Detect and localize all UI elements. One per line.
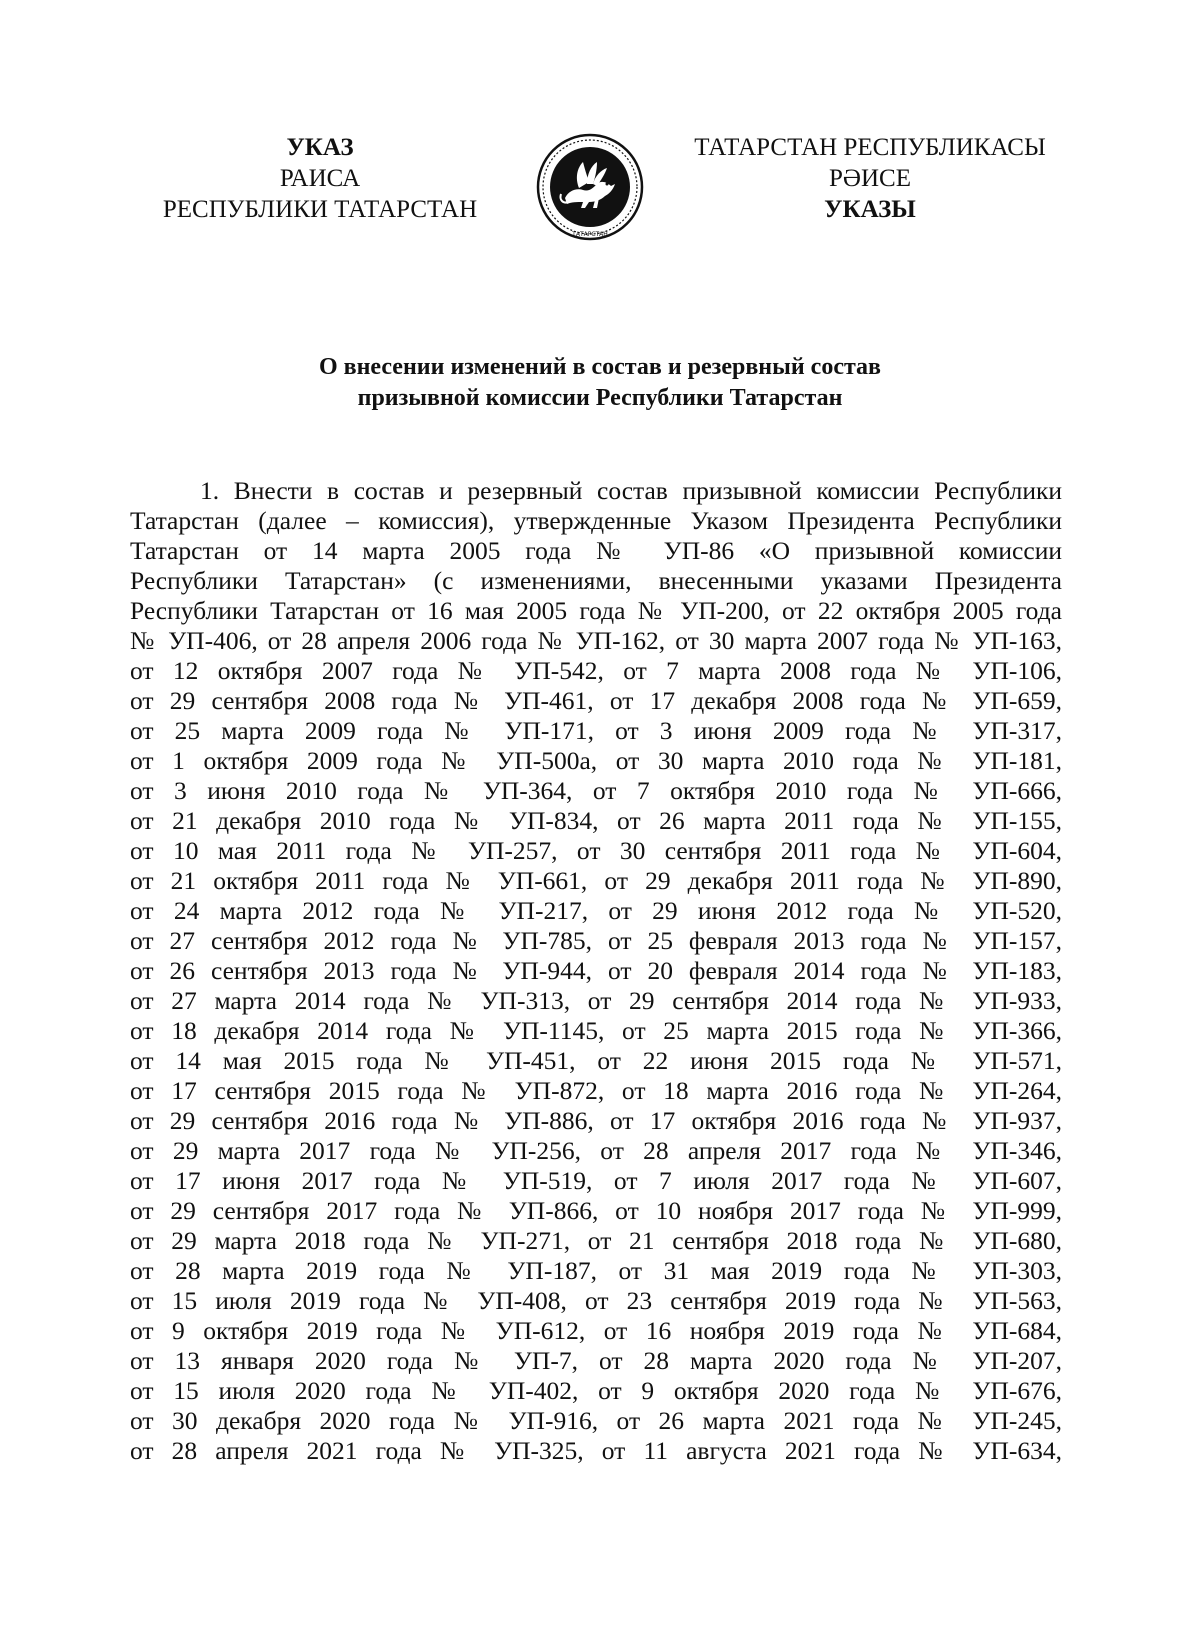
title-line-2: призывной комиссии Республики Татарстан: [357, 385, 843, 411]
body-line: Татарстан (далее – комиссия), утвержденные Указом Президента Республики: [130, 506, 1062, 535]
header-right-line-1: ТАТАРСТАН РЕСПУБЛИКАСЫ: [694, 134, 1046, 161]
body-line: от 15 июля 2019 года № УП-408, от 23 сентября 2019 года № УП-563,: [130, 1286, 1062, 1315]
svg-text:ТАТАРСТАН: ТАТАРСТАН: [572, 231, 608, 238]
body-line: от 25 марта 2009 года № УП-171, от 3 июня 2009 года № УП-317,: [130, 716, 1062, 745]
header-russian: [140, 132, 500, 225]
body-line: от 27 сентября 2012 года № УП-785, от 25 февраля 2013 года № УП-157,: [130, 926, 1062, 955]
body-line: Республики Татарстан от 16 мая 2005 года № УП-200, от 22 октября 2005 года: [130, 596, 1062, 625]
body-line: от 13 января 2020 года № УП-7, от 28 марта 2020 года № УП-207,: [130, 1346, 1062, 1375]
body-line: от 29 сентября 2016 года № УП-886, от 17 октября 2016 года № УП-937,: [130, 1106, 1062, 1135]
body-line: от 21 октября 2011 года № УП-661, от 29 декабря 2011 года № УП-890,: [130, 866, 1062, 895]
body-line: от 9 октября 2019 года № УП-612, от 16 ноября 2019 года № УП-684,: [130, 1316, 1062, 1345]
body-line: от 21 декабря 2010 года № УП-834, от 26 марта 2011 года № УП-155,: [130, 806, 1062, 835]
body-line: от 17 сентября 2015 года № УП-872, от 18 марта 2016 года № УП-264,: [130, 1076, 1062, 1105]
header-left-line-1: УКАЗ: [286, 134, 354, 161]
title-line-1: О внесении изменений в состав и резервный состав: [318, 354, 882, 380]
body-line: от 26 сентября 2013 года № УП-944, от 20 февраля 2014 года № УП-183,: [130, 956, 1062, 985]
body-line: от 24 марта 2012 года № УП-217, от 29 июня 2012 года № УП-520,: [130, 896, 1062, 925]
body-line: от 3 июня 2010 года № УП-364, от 7 октября 2010 года № УП-666,: [130, 776, 1062, 805]
body-line: от 18 декабря 2014 года № УП-1145, от 25 марта 2015 года № УП-366,: [130, 1016, 1062, 1045]
tatarstan-emblem-icon: [535, 132, 645, 242]
body-line: Татарстан от 14 марта 2005 года № УП-86 «О призывной комиссии: [130, 536, 1062, 565]
header-tatar: [690, 132, 1050, 225]
body-line: от 27 марта 2014 года № УП-313, от 29 сентября 2014 года № УП-933,: [130, 986, 1062, 1015]
body-line: от 17 июня 2017 года № УП-519, от 7 июля 2017 года № УП-607,: [130, 1166, 1062, 1195]
body-line: от 28 марта 2019 года № УП-187, от 31 мая 2019 года № УП-303,: [130, 1256, 1062, 1285]
document-header: [0, 132, 1200, 242]
body-line: от 10 мая 2011 года № УП-257, от 30 сентября 2011 года № УП-604,: [130, 836, 1062, 865]
body-line: № УП-406, от 28 апреля 2006 года № УП-162, от 30 марта 2007 года № УП-163,: [130, 626, 1062, 655]
body-line: от 29 марта 2018 года № УП-271, от 21 сентября 2018 года № УП-680,: [130, 1226, 1062, 1255]
body-line: от 30 декабря 2020 года № УП-916, от 26 марта 2021 года № УП-245,: [130, 1406, 1062, 1435]
document-body: [130, 476, 1062, 1466]
body-line: Республики Татарстан» (с изменениями, внесенными указами Президента: [130, 566, 1062, 595]
header-right-line-3: УКАЗЫ: [824, 196, 916, 223]
body-line: от 28 апреля 2021 года № УП-325, от 11 августа 2021 года № УП-634,: [130, 1436, 1062, 1465]
body-line: от 12 октября 2007 года № УП-542, от 7 марта 2008 года № УП-106,: [130, 656, 1062, 685]
header-right-line-2: РӘИСЕ: [829, 165, 911, 192]
body-line: от 29 марта 2017 года № УП-256, от 28 апреля 2017 года № УП-346,: [130, 1136, 1062, 1165]
header-left-line-3: РЕСПУБЛИКИ ТАТАРСТАН: [162, 196, 478, 223]
body-line: от 1 октября 2009 года № УП-500а, от 30 марта 2010 года № УП-181,: [130, 746, 1062, 775]
document-title: [0, 352, 1200, 414]
body-line: от 14 мая 2015 года № УП-451, от 22 июня 2015 года № УП-571,: [130, 1046, 1062, 1075]
body-line: 1. Внести в состав и резервный состав призывной комиссии Республики: [200, 476, 1062, 505]
header-left-line-2: РАИСА: [279, 165, 361, 192]
body-line: от 29 сентября 2008 года № УП-461, от 17 декабря 2008 года № УП-659,: [130, 686, 1062, 715]
body-line: от 29 сентября 2017 года № УП-866, от 10 ноября 2017 года № УП-999,: [130, 1196, 1062, 1225]
body-line: от 15 июля 2020 года № УП-402, от 9 октября 2020 года № УП-676,: [130, 1376, 1062, 1405]
